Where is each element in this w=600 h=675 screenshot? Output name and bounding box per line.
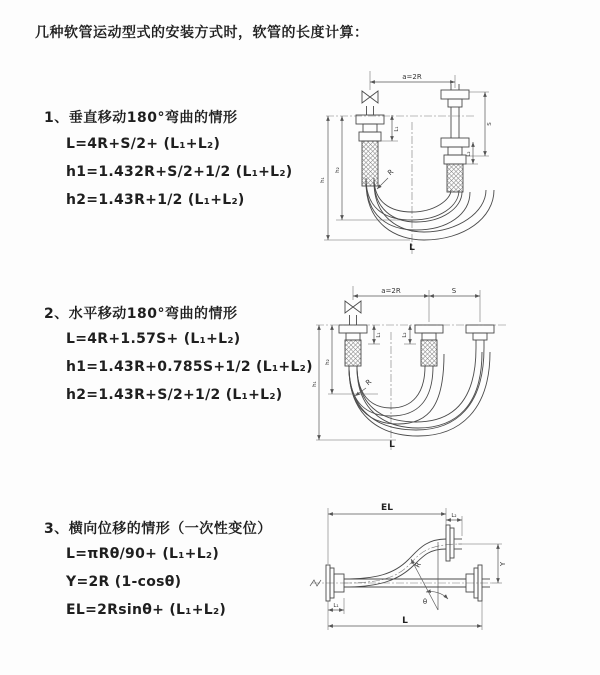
section-3-formula-L: L=πRθ/90+ (L₁+L₂) xyxy=(66,546,220,562)
dim-label-l1: L₁ xyxy=(394,126,400,132)
right-flange-assembly xyxy=(466,325,494,348)
left-flange-assembly xyxy=(356,115,384,186)
dim-label-l1: L₁ xyxy=(333,603,339,609)
centerline-break-icon xyxy=(310,580,321,586)
dim-label-s: S xyxy=(487,122,493,126)
dim-label-l2: L₂ xyxy=(402,332,408,338)
middle-flange-assembly xyxy=(415,325,443,366)
hose-u-bend-arcs xyxy=(349,348,490,436)
dim-label-r: R xyxy=(413,561,423,570)
section-3-heading: 3、横向位移的情形（一次性变位） xyxy=(44,521,272,537)
section-2-formula-h2: h2=1.43R+S/2+1/2 (L₁+L₂) xyxy=(66,387,283,403)
dim-label-el: EL xyxy=(381,503,393,513)
dim-label-r: R xyxy=(386,167,396,178)
section-1-formula-L: L=4R+S/2+ (L₁+L₂) xyxy=(66,136,221,152)
dim-label-L: L xyxy=(389,440,395,450)
valve-icon xyxy=(362,91,378,115)
dim-label-r: R xyxy=(364,377,374,388)
dim-label-h1: h₁ xyxy=(312,381,318,387)
dim-label-a2r: a=2R xyxy=(381,287,401,295)
section-1-formula-h2: h2=1.43R+1/2 (L₁+L₂) xyxy=(66,192,245,208)
page-title: 几种软管运动型式的安装方式时，软管的长度计算： xyxy=(35,25,369,41)
dim-label-L: L xyxy=(409,243,415,253)
right-dimensions xyxy=(464,92,493,164)
dim-label-l1: L₁ xyxy=(376,332,382,338)
l1-dimension xyxy=(380,115,400,141)
dim-label-theta: θ xyxy=(422,598,428,606)
section-3-formula-EL: EL=2Rsinθ+ (L₁+L₂) xyxy=(66,602,227,618)
top-right-flange xyxy=(446,525,462,561)
y-dimension xyxy=(458,544,507,583)
section-1-formula-h1: h1=1.432R+S/2+1/2 (L₁+L₂) xyxy=(66,164,293,180)
dim-label-L: L xyxy=(402,616,408,626)
diagram-lateral-displacement xyxy=(298,498,600,643)
dim-label-h2: h₂ xyxy=(325,359,331,365)
dim-label-l2: L₂ xyxy=(466,151,472,157)
fitting-dimensions xyxy=(368,325,416,344)
section-3-formula-Y: Y=2R (1-cosθ) xyxy=(66,574,182,590)
section-1-heading: 1、垂直移动180°弯曲的情形 xyxy=(44,110,238,126)
section-2-heading: 2、水平移动180°弯曲的情形 xyxy=(44,306,238,322)
dim-label-s: S xyxy=(451,287,457,295)
section-2-formula-h1: h1=1.43R+0.785S+1/2 (L₁+L₂) xyxy=(66,359,313,375)
el-dimension xyxy=(328,503,446,564)
dim-label-h1: h₁ xyxy=(320,177,326,183)
dim-label-y: Y xyxy=(499,561,507,567)
left-flange-assembly xyxy=(339,325,367,366)
hose-s-curve xyxy=(344,539,446,587)
diagram-vertical-180-bend xyxy=(312,68,597,258)
dim-label-a2r: a=2R xyxy=(402,73,422,81)
straight-pipe xyxy=(344,579,466,587)
hose-u-bend-arcs xyxy=(366,178,494,240)
right-flange-assembly xyxy=(441,84,469,192)
dim-label-l2: L₂ xyxy=(451,513,457,519)
valve-icon xyxy=(345,301,361,325)
diagram-horizontal-180-bend xyxy=(306,282,598,457)
top-dimensions xyxy=(353,286,480,322)
section-2-formula-L: L=4R+1.57S+ (L₁+L₂) xyxy=(66,331,241,347)
top-dimension xyxy=(370,71,455,90)
l-dimension xyxy=(328,601,482,630)
dim-label-h2: h₂ xyxy=(335,167,341,173)
radius-callout xyxy=(377,168,395,189)
